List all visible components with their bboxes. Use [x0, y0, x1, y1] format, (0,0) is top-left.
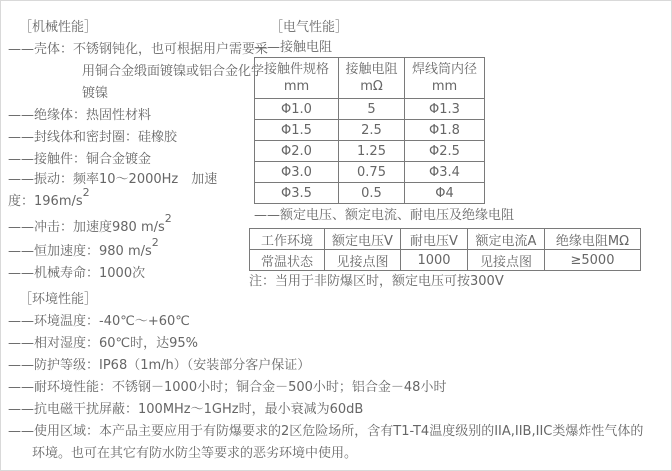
- table-cell: Φ3.4: [405, 162, 485, 183]
- superscript: 2: [151, 235, 159, 249]
- spec-line-acceleration: [8, 235, 250, 263]
- spec-line-shock: [8, 211, 250, 241]
- column-header: 额定电流A: [468, 229, 545, 250]
- ratings-table: [249, 228, 641, 271]
- table-cell: 常温状态: [250, 250, 325, 271]
- ratings-label: ——额定电压、额定电流、耐电压及绝缘电阻: [254, 208, 515, 223]
- table-cell: 见接点图: [325, 250, 401, 271]
- electrical-section: [249, 17, 669, 293]
- table-header-row: [255, 58, 485, 99]
- column-header: 额定电压V: [325, 229, 401, 250]
- contact-resistance-table: [254, 57, 485, 204]
- table-cell: 0.5: [339, 183, 405, 204]
- column-header: 接触件规格mm: [255, 58, 339, 99]
- spec-text: 度：196m/s: [8, 194, 83, 209]
- table-cell: 1.25: [339, 141, 405, 162]
- mechanical-section: [8, 17, 269, 285]
- spec-line-protection: ——防护等级：IP68（1m/h）（安装部分客户保证）: [8, 358, 311, 373]
- section-title-mechanical: ［机械性能］: [19, 20, 98, 35]
- table-cell: 5: [339, 99, 405, 120]
- spec-line-emi-shield: ——抗电磁干扰屏蔽：100MHz～1GHz时，最小衰减为60dB: [8, 402, 364, 417]
- column-header: 工作环境: [250, 229, 325, 250]
- table-cell: Φ1.3: [405, 99, 485, 120]
- table-row: [255, 99, 485, 120]
- table-cell: Φ1.5: [255, 120, 339, 141]
- section-title-environmental: ［环境性能］: [19, 292, 98, 307]
- column-header: 绝缘电阻MΩ: [545, 229, 641, 250]
- superscript: 2: [164, 211, 172, 225]
- spec-line-shell: ——壳体：不锈钢钝化，也可根据用户需要采: [8, 42, 269, 57]
- spec-line-vibration-cont: [8, 185, 250, 215]
- spec-line-temperature: ——环境温度：-40℃～+60℃: [8, 314, 190, 329]
- table-header-row: [250, 229, 641, 250]
- superscript: 2: [82, 185, 90, 199]
- spec-line-shell-cont1: 用铜合金缎面镀镍或铝合金化学: [82, 64, 265, 79]
- column-header: 耐电压V: [401, 229, 468, 250]
- table-row: [255, 120, 485, 141]
- contact-resistance-label: ——接触电阻: [254, 40, 333, 55]
- table-cell: Φ3.5: [255, 183, 339, 204]
- table-cell: Φ2.5: [405, 141, 485, 162]
- spec-line-seal: ——封线体和密封圈：硅橡胶: [8, 130, 178, 145]
- column-header: 接触电阻mΩ: [339, 58, 405, 99]
- column-header: 焊线筒内径mm: [405, 58, 485, 99]
- spec-line-humidity: ——相对湿度：60℃时，达95%: [8, 336, 199, 351]
- spec-line-vibration: ——振动：频率10～2000Hz 加速: [8, 172, 218, 187]
- spec-line-env-resistance: ——耐环境性能：不锈钢－1000小时；铜合金－500小时；铝合金－48小时: [8, 380, 447, 395]
- table-cell: 1000: [401, 250, 468, 271]
- spec-line-insulator: ——绝缘体：热固性材料: [8, 108, 152, 123]
- spec-line-usage-area-cont: 环境。也可在其它有防水防尘等要求的恶劣环境中使用。: [32, 446, 358, 461]
- table-row: [250, 250, 641, 271]
- table-row: [255, 141, 485, 162]
- table-cell: 见接点图: [468, 250, 545, 271]
- ratings-note: 注：当用于非防爆区时，额定电压可按300V: [249, 274, 504, 289]
- table-cell: Φ2.0: [255, 141, 339, 162]
- spec-line-mech-life: ——机械寿命：1000次: [8, 266, 146, 281]
- spec-line-contact: ——接触件：铜合金镀金: [8, 152, 152, 167]
- section-title-electrical: ［电气性能］: [270, 20, 349, 35]
- table-cell: Φ1.0: [255, 99, 339, 120]
- spec-text: ——冲击：加速度980 m/s: [8, 220, 165, 235]
- table-cell: 0.75: [339, 162, 405, 183]
- spec-line-shell-cont2: 镀镍: [82, 86, 109, 101]
- spec-line-usage-area: ——使用区域：本产品主要应用于有防爆要求的2区危险场所，含有T1-T4温度级别的IIA,IIB,IIC类爆炸性气体的: [8, 424, 644, 439]
- spec-text: ——恒加速度：980 m/s: [8, 244, 152, 259]
- table-cell: 2.5: [339, 120, 405, 141]
- table-cell: Φ4: [405, 183, 485, 204]
- table-cell: Φ3.0: [255, 162, 339, 183]
- table-row: [255, 162, 485, 183]
- table-cell: Φ1.8: [405, 120, 485, 141]
- table-cell: ≥5000: [545, 250, 641, 271]
- environmental-section: [8, 289, 668, 465]
- table-row: [255, 183, 485, 204]
